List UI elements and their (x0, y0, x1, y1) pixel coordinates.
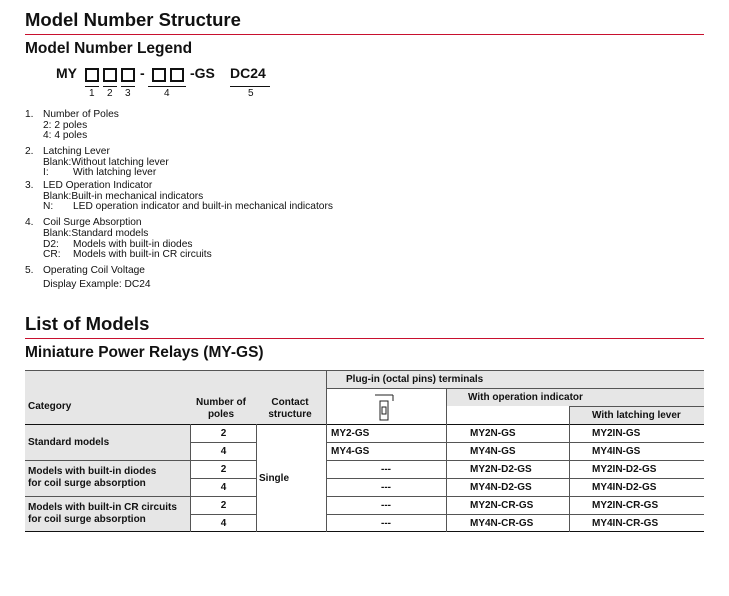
legend-key: CR: (43, 249, 61, 260)
model-cell: MY2N-D2-GS (470, 463, 532, 475)
legend-heading: Model Number Legend (25, 40, 193, 57)
legend-title-1: Number of Poles (43, 109, 119, 120)
list-rule (25, 338, 704, 339)
poles-cell: 4 (220, 445, 227, 457)
model-cell: --- (381, 481, 391, 493)
model-cell: MY2IN-D2-GS (592, 463, 657, 475)
grid-line (446, 388, 447, 532)
model-cell: MY4N-D2-GS (470, 481, 532, 493)
poles-cell: 4 (220, 517, 227, 529)
legend-num-1: 1. (25, 109, 34, 120)
code-voltage: DC24 (230, 65, 266, 81)
model-cell: MY2-GS (331, 427, 370, 439)
code-box-2 (103, 68, 117, 82)
grid-line (569, 406, 704, 407)
legend-num-4: 4. (25, 217, 34, 228)
legend-num-3: 3. (25, 180, 34, 191)
legend-line: Models with built-in diodes (73, 239, 193, 250)
category-diodes (28, 460, 188, 496)
legend-num-2: 2. (25, 146, 34, 157)
legend-line: With latching lever (73, 167, 157, 178)
octal-socket-icon (373, 389, 397, 423)
model-cell: MY4IN-CR-GS (592, 517, 659, 529)
legend-key: N: (43, 201, 54, 212)
legend-title-4: Coil Surge Absorption (43, 217, 142, 228)
model-cell: MY4IN-D2-GS (592, 481, 657, 493)
underline-1 (85, 86, 99, 87)
miniature-heading: Miniature Power Relays (MY-GS) (25, 344, 264, 361)
grid-line (569, 406, 570, 532)
legend-line: 4: 4 poles (43, 130, 88, 141)
underline-2 (103, 86, 117, 87)
category-label: Models with built-in CR circuits (28, 502, 177, 513)
header-contact: Contact structure (268, 397, 312, 420)
legend-title-2: Latching Lever (43, 146, 110, 157)
code-number-1: 1 (89, 88, 95, 99)
category-label: for coil surge absorption (28, 514, 146, 525)
table-top-border (25, 370, 704, 371)
code-suffix: -GS (190, 65, 215, 81)
model-cell: MY4N-CR-GS (470, 517, 534, 529)
model-cell: MY2N-GS (470, 427, 516, 439)
grid-line (256, 424, 257, 532)
code-number-4: 4 (164, 88, 170, 99)
code-number-5: 5 (248, 88, 254, 99)
list-heading: List of Models (25, 313, 150, 334)
code-box-3 (121, 68, 135, 82)
category-standard (28, 424, 188, 460)
underline-4 (148, 86, 186, 87)
model-cell: MY2IN-GS (592, 427, 641, 439)
legend-line: Models with built-in CR circuits (73, 249, 212, 260)
title-rule (25, 34, 704, 35)
legend-title-3: LED Operation Indicator (43, 180, 153, 191)
poles-cell: 4 (220, 481, 227, 493)
model-cell: --- (381, 463, 391, 475)
category-cr (28, 496, 188, 532)
code-number-2: 2 (107, 88, 113, 99)
model-cell: --- (381, 499, 391, 511)
header-plugin: Plug-in (octal pins) terminals (346, 373, 484, 385)
code-prefix: MY (56, 65, 77, 81)
underline-5 (230, 86, 270, 87)
header-poles: Number of poles (196, 397, 246, 420)
category-label: for coil surge absorption (28, 478, 146, 489)
category-label: Standard models (28, 436, 110, 448)
contact-structure-cell: Single (259, 472, 290, 484)
model-cell: MY2N-CR-GS (470, 499, 534, 511)
legend-title-5: Operating Coil Voltage (43, 265, 145, 276)
legend-num-5: 5. (25, 265, 34, 276)
page-title: Model Number Structure (25, 9, 241, 30)
model-cell: MY2IN-CR-GS (592, 499, 659, 511)
poles-cell: 2 (220, 463, 227, 475)
model-cell: MY4IN-GS (592, 445, 641, 457)
legend-key: I: (43, 167, 49, 178)
legend-line: Blank:Standard models (43, 228, 149, 239)
legend-line: Blank:Without latching lever (43, 157, 169, 168)
poles-cell: 2 (220, 427, 227, 439)
legend-key: D2: (43, 239, 59, 250)
code-box-4a (152, 68, 166, 82)
code-number-3: 3 (125, 88, 131, 99)
grid-line (326, 388, 704, 389)
model-cell: MY4-GS (331, 445, 370, 457)
header-with-indicator: With operation indicator (468, 391, 583, 403)
underline-3 (121, 86, 135, 87)
legend-line: 2: 2 poles (43, 120, 88, 131)
header-category: Category (28, 400, 72, 412)
legend-line: Display Example: DC24 (43, 279, 151, 290)
model-cell: --- (381, 517, 391, 529)
category-label: Models with built-in diodes (28, 466, 157, 477)
poles-cell: 2 (220, 499, 227, 511)
model-cell: MY4N-GS (470, 445, 516, 457)
code-box-1 (85, 68, 99, 82)
models-table (25, 370, 704, 532)
legend-line: LED operation indicator and built-in mechanical indicators (73, 201, 333, 212)
legend-line: Blank:Built-in mechanical indicators (43, 191, 204, 202)
header-with-latching: With latching lever (592, 409, 681, 421)
code-dash: - (140, 65, 145, 81)
code-box-4b (170, 68, 184, 82)
